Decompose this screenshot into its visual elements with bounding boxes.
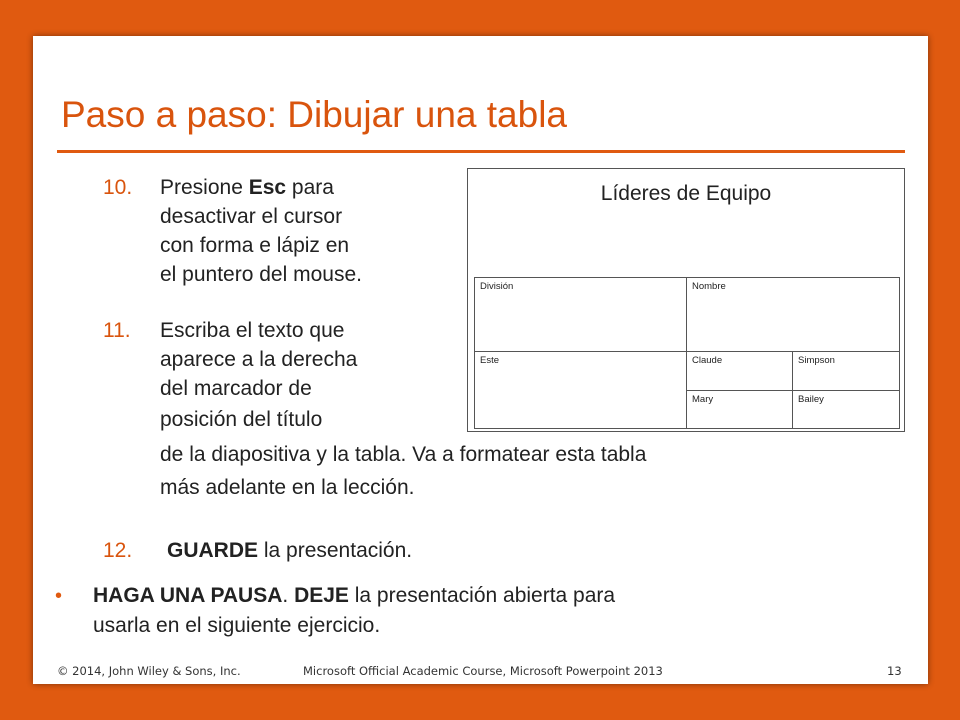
step-number: 12.: [103, 539, 133, 562]
bullet-text: HAGA UNA PAUSA. DEJE la presentación abierta para usarla en el siguiente ejercicio.: [93, 584, 616, 637]
step-number: 10.: [103, 176, 133, 199]
step-text: Escriba el texto que aparece a la derecha del marcador de posición del título de la diapositiva y la tabla. Va a formatear esta tabla más adelante en la lección.: [160, 319, 647, 499]
step-text: Presione Esc para desactivar el cursor con forma e lápiz en el puntero del mouse.: [160, 176, 362, 286]
slide-title: Paso a paso: Dibujar una tabla: [61, 94, 568, 135]
step-10: [103, 173, 483, 293]
figure-table: [474, 277, 900, 429]
table-cell: Nombre: [687, 278, 900, 352]
table-cell: División: [475, 278, 687, 352]
step-number: 11.: [103, 319, 131, 342]
table-cell: Simpson: [793, 352, 900, 390]
slide: [33, 36, 928, 684]
table-cell: Mary: [687, 390, 793, 428]
figure-title: Líderes de Equipo: [600, 182, 772, 205]
footer-page-number: 13: [887, 664, 902, 678]
pause-bullet: [55, 581, 895, 643]
key-esc: Esc: [248, 176, 287, 199]
title-divider: [57, 150, 905, 153]
table-figure: [467, 168, 905, 432]
step-12: [103, 536, 703, 566]
footer-course: Microsoft Official Academic Course, Microsoft Powerpoint 2013: [303, 664, 663, 678]
footer-copyright: © 2014, John Wiley & Sons, Inc.: [57, 664, 241, 678]
table-cell: Este: [475, 352, 687, 429]
key-guarde: GUARDE: [167, 539, 259, 562]
table-cell: Bailey: [793, 390, 900, 428]
bullet-dot-icon: •: [55, 585, 63, 607]
step-text: GUARDE la presentación.: [167, 539, 413, 562]
table-cell: Claude: [687, 352, 793, 390]
